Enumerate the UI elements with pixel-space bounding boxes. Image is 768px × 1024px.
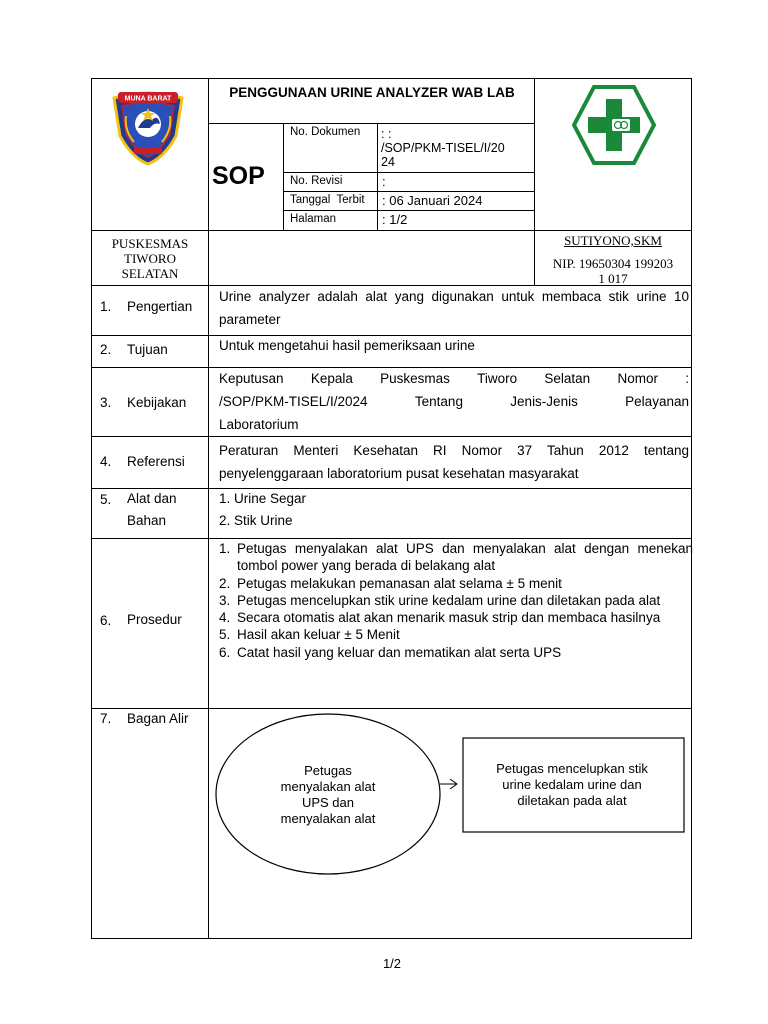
section-number: 7. [100,711,112,726]
page-number: 1/2 [382,956,402,971]
list-item: 1. Urine Segar [219,491,307,506]
sop-label: SOP [212,162,265,190]
section-number: 3. [100,395,112,410]
signer-name: SUTIYONO,SKM [564,233,662,248]
section-number: 2. [100,342,112,357]
section-number: 1. [100,299,112,314]
list-item: 5. Hasil akan keluar ± 5 Menit [219,627,400,643]
org-name: PUSKESMAS TIWORO SELATAN [111,236,189,281]
list-item: 2. Stik Urine [219,513,293,528]
page-title: PENGGUNAAN URINE ANALYZER WAB LAB [229,85,515,100]
section-label-alat-bahan: Alat dan Bahan [127,491,177,528]
field-label-no-revisi: No. Revisi [290,175,343,187]
alat-list [219,488,689,532]
field-label-no-dokumen: No. Dokumen [290,126,361,138]
section-number: 5. [100,492,112,507]
section-label-referensi: Referensi [127,454,185,469]
field-value-no-revisi: : [382,174,386,189]
tujuan-text: Untuk mengetahui hasil pemeriksaan urine [219,338,475,353]
section-label-prosedur: Prosedur [127,612,182,627]
section-label-kebijakan: Kebijakan [127,395,187,410]
field-value-halaman: : 1/2 [382,212,408,227]
section-number: 6. [100,613,112,628]
list-item: 3. Petugas mencelupkan stik urine kedalam urine dan diletakan pada alat [219,592,661,608]
pengertian-text: Urine analyzer adalah alat yang digunakan untuk membaca stik urine 10 parameter [219,289,689,327]
svg-text:MUNA BARAT: MUNA BARAT [124,95,172,103]
kebijakan-text: Keputusan Kepala Puskesmas Tiworo Selatan Nomor : /SOP/PKM-TISEL/I/2024 Tentang Jenis-Jenis Pelayanan Laboratorium [219,371,689,432]
field-value-tanggal-terbit: : 06 Januari 2024 [382,193,483,208]
list-item: 1. Petugas menyalakan alat UPS dan menyalakan alat dengan menekan tombol power yang berada di belakang alat [219,541,693,574]
flow-oval-text: Petugas menyalakan alat UPS dan menyalakan alat [280,763,376,826]
section-label-pengertian: Pengertian [127,299,193,314]
puskesmas-logo [572,84,656,166]
field-label-tanggal-terbit: Tanggal Terbit [290,194,365,206]
flow-box-text: Petugas mencelupkan stik urine kedalam urine dan diletakan pada alat [496,761,648,808]
referensi-text: Peraturan Menteri Kesehatan RI Nomor 37 Tahun 2012 tentang penyelenggaraan laboratorium pusat kesehatan masyarakat [219,443,689,481]
field-label-halaman: Halaman [290,213,337,225]
field-value-no-dokumen: : : /SOP/PKM-TISEL/I/20 24 [381,127,505,169]
list-item: 6. Catat hasil yang keluar dan mematikan alat serta UPS [219,644,562,660]
signer-nip: NIP. 19650304 199203 1 017 [552,256,674,286]
list-item: 2. Petugas melakukan pemanasan alat selama ± 5 menit [219,575,562,591]
prosedur-list [219,540,693,661]
section-number: 4. [100,454,112,469]
muna-barat-logo [104,86,192,166]
section-label-tujuan: Tujuan [127,342,168,357]
list-item: 4. Secara otomatis alat akan menarik masuk strip dan membaca hasilnya [219,610,661,626]
section-label-bagan-alir: Bagan Alir [127,711,189,726]
